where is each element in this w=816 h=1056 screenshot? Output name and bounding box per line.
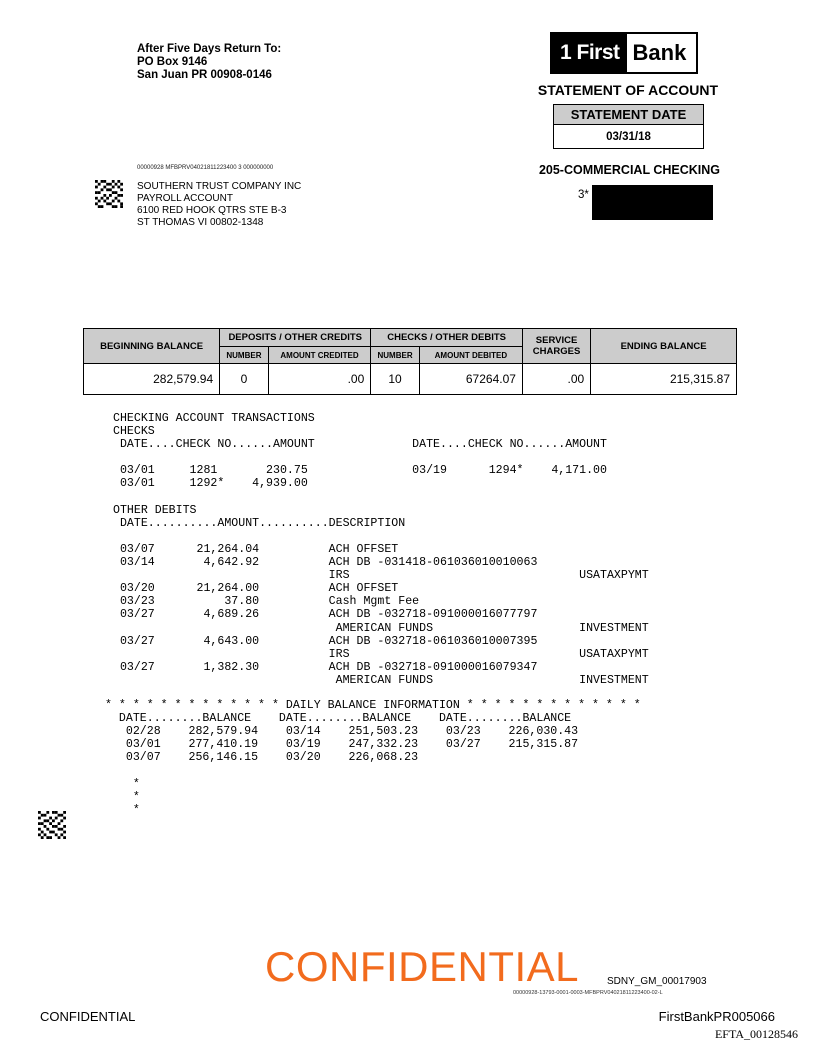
amount-credited-header: AMOUNT CREDITED — [268, 347, 371, 364]
daily-balance-line: * — [105, 790, 140, 804]
statement-date-value: 03/31/18 — [606, 131, 651, 143]
daily-balance-line: * * * * * * * * * * * * * DAILY BALANCE INFORMATION * * * * * * * * * * * * * — [105, 699, 641, 712]
daily-balance-information — [105, 699, 641, 817]
deposits-number-value: 0 — [220, 364, 269, 395]
transaction-line: 03/27 4,643.00 ACH DB -032718-061036010007395 — [113, 634, 538, 648]
return-address — [137, 43, 281, 82]
account-number-prefix: 3* — [578, 189, 589, 201]
transaction-line: 03/01 1292* 4,939.00 — [113, 477, 308, 491]
checking-transactions — [113, 412, 649, 687]
transaction-line: DATE..........AMOUNT..........DESCRIPTION — [113, 516, 406, 530]
transaction-line: IRS USATAXPYMT — [113, 647, 649, 661]
transaction-line: 03/01 1281 230.75 03/19 1294* 4,171.00 — [113, 464, 607, 478]
logo-right: Bank — [627, 34, 693, 72]
daily-balance-line: DATE........BALANCE DATE........BALANCE DATE........BALANCE — [105, 712, 572, 726]
transaction-line: 03/07 21,264.04 ACH OFFSET — [113, 542, 399, 556]
account-type: 205-COMMERCIAL CHECKING — [538, 163, 720, 177]
customer-address-line1: SOUTHERN TRUST COMPANY INC — [137, 181, 302, 192]
amount-debited-header: AMOUNT DEBITED — [419, 347, 522, 364]
statement-date-label: STATEMENT DATE — [554, 105, 703, 125]
transaction-line — [113, 491, 649, 504]
statement-title: STATEMENT OF ACCOUNT — [537, 82, 719, 98]
confidential-stamp: CONFIDENTIAL — [265, 943, 580, 990]
customer-address-line3: 6100 RED HOOK QTRS STE B-3 — [137, 205, 287, 216]
beginning-balance-value: 282,579.94 — [84, 364, 220, 395]
amount-debited-value: 67264.07 — [419, 364, 522, 395]
transaction-line: IRS USATAXPYMT — [113, 569, 649, 583]
transaction-line: 03/27 4,689.26 ACH DB -032718-091000016077797 — [113, 608, 538, 622]
daily-balance-line — [105, 764, 641, 777]
customer-address — [137, 181, 301, 229]
daily-balance-line: 02/28 282,579.94 03/14 251,503.23 03/23 226,030.43 — [105, 725, 579, 739]
transaction-line: 03/14 4,642.92 ACH DB -031418-061036010010063 — [113, 556, 538, 570]
transaction-line: CHECKS — [113, 425, 155, 439]
transaction-line: OTHER DEBITS — [113, 503, 197, 517]
barcode-icon — [95, 180, 123, 208]
checks-number-header: NUMBER — [371, 347, 420, 364]
daily-balance-line: * — [105, 777, 140, 791]
service-charges-header: SERVICE CHARGES — [522, 329, 590, 364]
tiny-code: 00000928-13793-0001-0003-MFBPRV04021811223400-02-L — [513, 990, 663, 996]
transaction-line: 03/20 21,264.00 ACH OFFSET — [113, 582, 399, 596]
redaction-box — [592, 185, 713, 220]
transaction-line: AMERICAN FUNDS INVESTMENT — [113, 673, 649, 687]
daily-balance-line: 03/01 277,410.19 03/19 247,332.23 03/27 215,315.87 — [105, 738, 579, 752]
service-charges-value: .00 — [522, 364, 590, 395]
customer-address-line2: PAYROLL ACCOUNT — [137, 193, 233, 204]
transaction-line — [113, 530, 649, 543]
bates-number: SDNY_GM_00017903 — [607, 976, 707, 987]
transaction-line: 03/23 37.80 Cash Mgmt Fee — [113, 595, 420, 609]
daily-balance-line: 03/07 256,146.15 03/20 226,068.23 — [105, 751, 419, 765]
barcode-icon-lower — [38, 811, 66, 839]
daily-balance-line: * — [105, 803, 140, 817]
transaction-line: AMERICAN FUNDS INVESTMENT — [113, 621, 649, 635]
statement-date-box — [553, 104, 704, 149]
mail-code: 00000928 MFBPRV04021811223400 3 000000000 — [137, 165, 274, 171]
transaction-line: DATE....CHECK NO......AMOUNT DATE....CHECK NO......AMOUNT — [113, 438, 607, 452]
account-summary-table — [83, 328, 737, 395]
return-address-line1: After Five Days Return To: — [137, 43, 282, 55]
checks-header: CHECKS / OTHER DEBITS — [371, 329, 523, 347]
ending-balance-header: ENDING BALANCE — [591, 329, 737, 364]
amount-credited-value: .00 — [268, 364, 371, 395]
checks-number-value: 10 — [371, 364, 420, 395]
return-address-line2: PO Box 9146 — [137, 56, 208, 68]
return-address-line3: San Juan PR 00908-0146 — [137, 69, 272, 81]
footer-doc-id: FirstBankPR005066 — [658, 1009, 775, 1024]
firstbank-logo — [550, 32, 698, 74]
deposits-header: DEPOSITS / OTHER CREDITS — [220, 329, 371, 347]
logo-left: 1 First — [552, 34, 627, 72]
customer-address-line4: ST THOMAS VI 00802-1348 — [137, 217, 264, 228]
transaction-line: 03/27 1,382.30 ACH DB -032718-091000016079347 — [113, 660, 538, 674]
beginning-balance-header: BEGINNING BALANCE — [84, 329, 220, 364]
footer-confidential: CONFIDENTIAL — [40, 1009, 136, 1024]
transaction-line: CHECKING ACCOUNT TRANSACTIONS — [113, 412, 315, 425]
transaction-line — [113, 451, 649, 464]
deposits-number-header: NUMBER — [220, 347, 269, 364]
account-number — [578, 185, 713, 220]
efta-number: EFTA_00128546 — [714, 1027, 798, 1041]
ending-balance-value: 215,315.87 — [591, 364, 737, 395]
